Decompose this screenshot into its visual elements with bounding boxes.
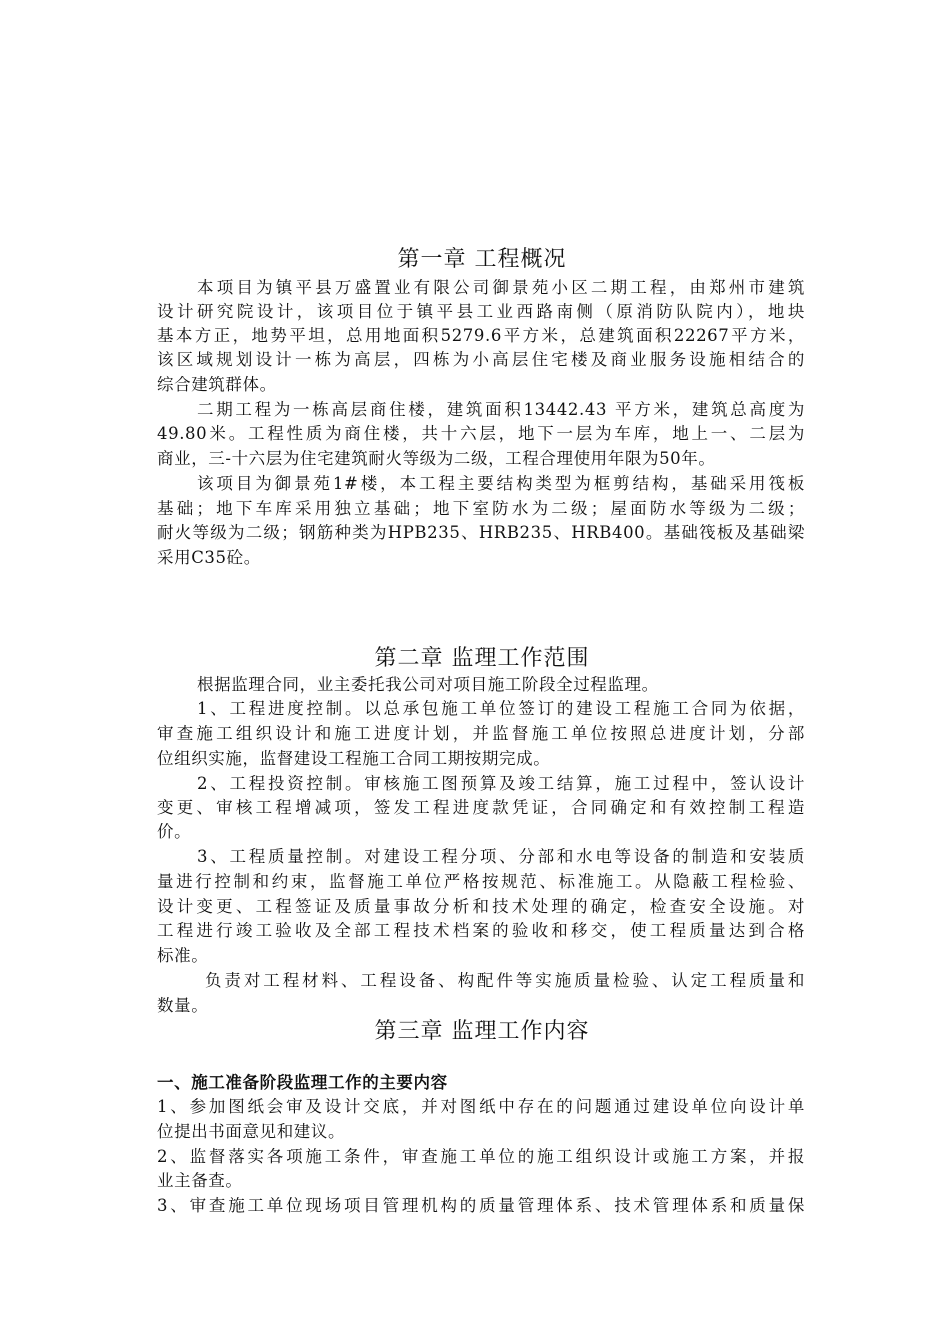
chapter-2-title: 第二章 监理工作范围 [374,646,590,671]
paragraph-line: 标准。 [157,946,209,965]
paragraph-line: 基本方正，地势平坦，总用地面积5279.6平方米，总建筑面积22267平方米， [157,326,805,345]
paragraph-line: 位提出书面意见和建议。 [157,1122,346,1141]
paragraph-line: 位组织实施，监督建设工程施工合同工期按期完成。 [157,749,551,768]
paragraph-line: 工程进行竣工验收及全部工程技术档案的验收和移交，使工程质量达到合格 [157,921,805,940]
paragraph-line: 设计研究院设计，该项目位于镇平县工业西路南侧（原消防队院内），地块 [157,302,805,321]
paragraph-line: 二期工程为一栋高层商住楼，建筑面积13442.43 平方米，建筑总高度为 [197,400,805,419]
paragraph-line: 业主备查。 [157,1171,243,1190]
paragraph-line: 1、参加图纸会审及设计交底，并对图纸中存在的问题通过建设单位向设计单 [157,1097,805,1116]
paragraph-line: 根据监理合同，业主委托我公司对项目施工阶段全过程监理。 [197,675,659,694]
paragraph-line: 2、工程投资控制。审核施工图预算及竣工结算，施工过程中，签认设计 [197,774,805,793]
chapter-1-title: 第一章 工程概况 [397,247,567,272]
paragraph-line: 1、工程进度控制。以总承包施工单位签订的建设工程施工合同为依据， [197,699,805,718]
paragraph-line: 该项目为御景苑1#楼，本工程主要结构类型为框剪结构，基础采用筏板 [197,474,805,493]
paragraph-line: 基础；地下车库采用独立基础；地下室防水为二级；屋面防水等级为二级； [157,499,805,518]
paragraph-line: 数量。 [157,996,209,1015]
paragraph-line: 该区域规划设计一栋为高层，四栋为小高层住宅楼及商业服务设施相结合的 [157,350,805,369]
paragraph-line: 商业，三-十六层为住宅建筑耐火等级为二级，工程合理使用年限为50年。 [157,449,716,468]
paragraph-line: 量进行控制和约束，监督施工单位严格按规范、标准施工。从隐蔽工程检验、 [157,872,805,891]
paragraph-line: 负责对工程材料、工程设备、构配件等实施质量检验、认定工程质量和 [205,971,805,990]
paragraph-line: 设计变更、工程签证及质量事故分析和技术处理的确定，检查安全设施。对 [157,897,805,916]
paragraph-line: 变更、审核工程增减项，签发工程进度款凭证，合同确定和有效控制工程造 [157,798,805,817]
chapter-3-title: 第三章 监理工作内容 [374,1019,590,1044]
paragraph-line: 价。 [157,822,192,841]
section-subheading: 一、施工准备阶段监理工作的主要内容 [157,1073,448,1092]
paragraph-line: 审查施工组织设计和施工进度计划，并监督施工单位按照总进度计划，分部 [157,724,805,743]
paragraph-line: 3、审查施工单位现场项目管理机构的质量管理体系、技术管理体系和质量保 [157,1196,805,1215]
paragraph-line: 49.80米。工程性质为商住楼，共十六层，地下一层为车库，地上一、二层为 [157,424,805,443]
paragraph-line: 2、监督落实各项施工条件，审查施工单位的施工组织设计或施工方案，并报 [157,1147,805,1166]
paragraph-line: 耐火等级为二级；钢筋种类为HPB235、HRB235、HRB400。基础筏板及基础梁 [157,523,805,542]
paragraph-line: 3、工程质量控制。对建设工程分项、分部和水电等设备的制造和安装质 [197,847,805,866]
paragraph-line: 综合建筑群体。 [157,375,277,394]
paragraph-line: 采用C35砼。 [157,548,261,567]
paragraph-line: 本项目为镇平县万盛置业有限公司御景苑小区二期工程，由郑州市建筑 [197,278,805,297]
